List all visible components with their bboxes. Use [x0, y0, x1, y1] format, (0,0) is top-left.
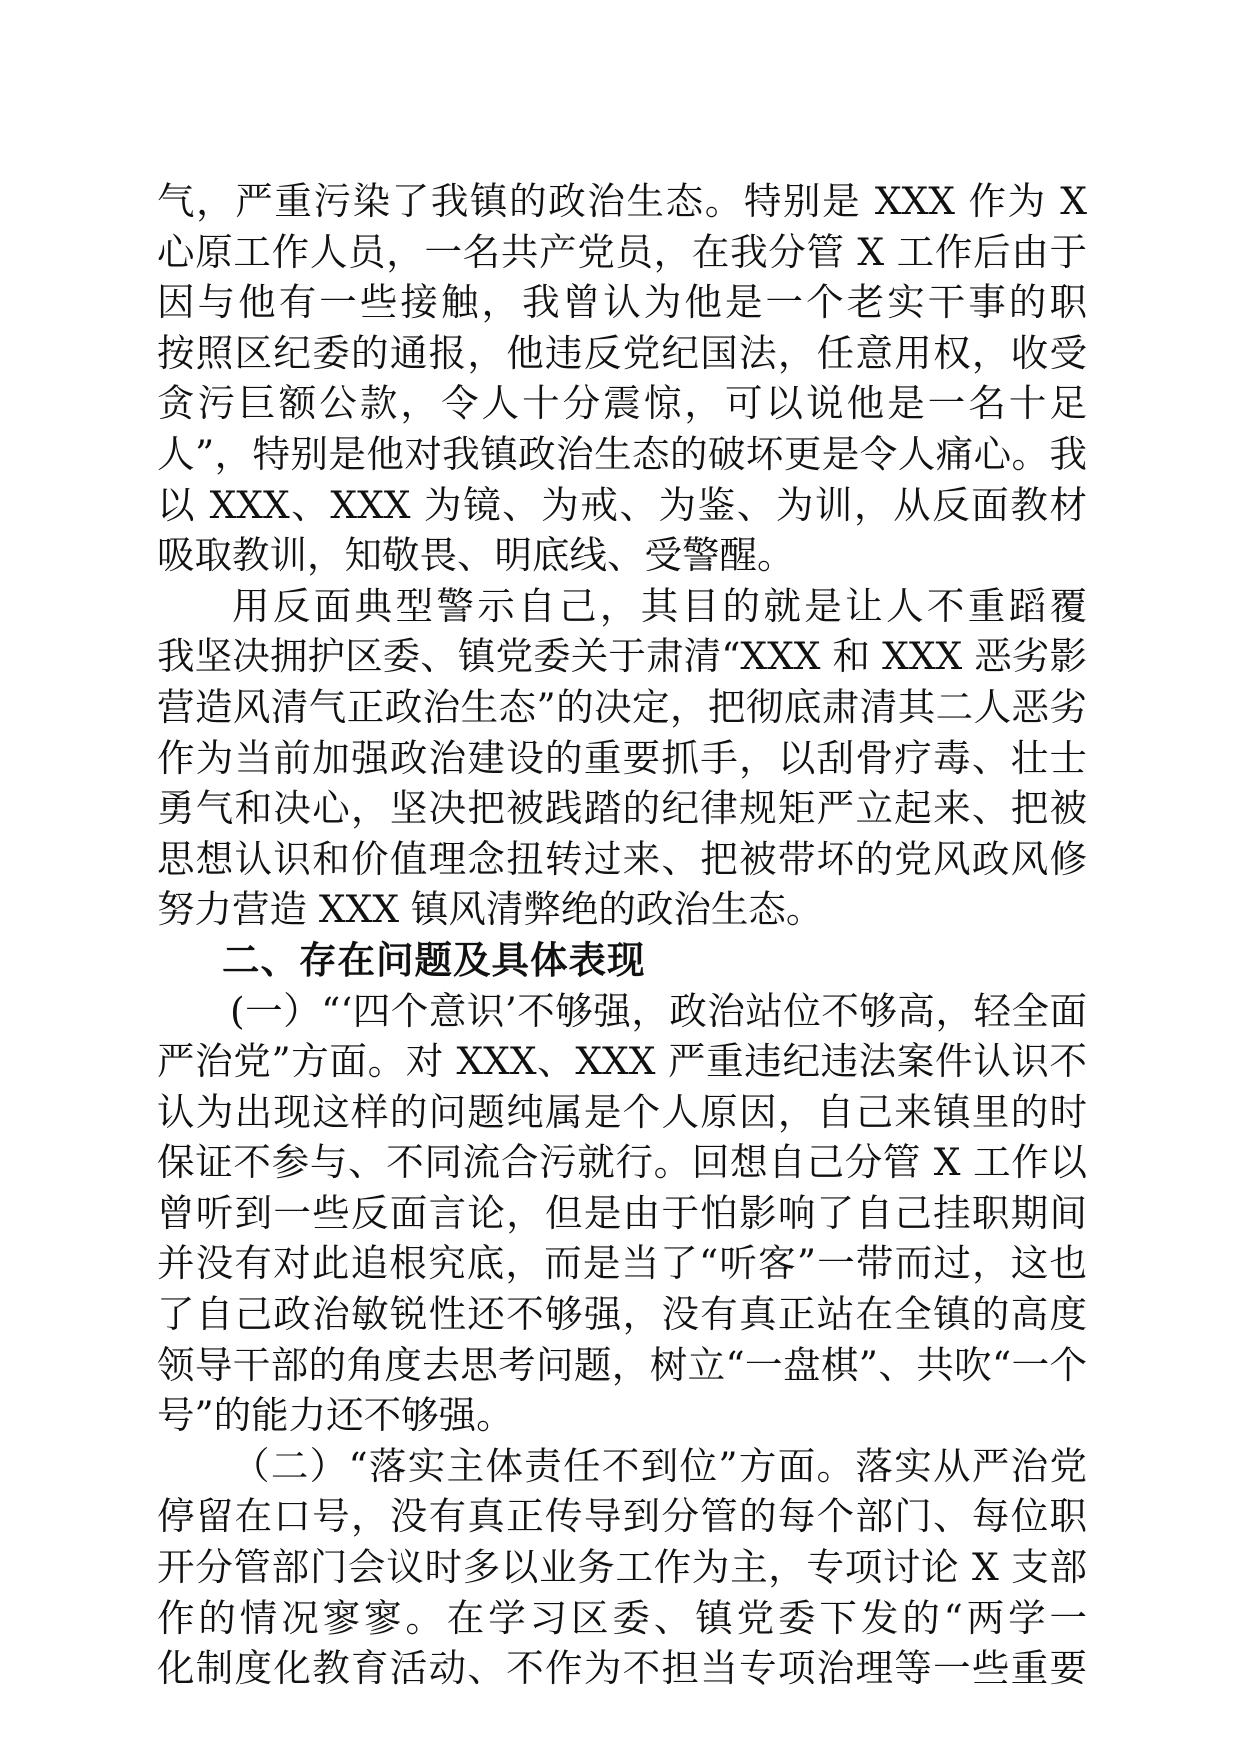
text-line: （二）“落实主体责任不到位”方面。落实从严治党 [232, 1443, 1087, 1488]
text-line: 并没有对此追根究底，而是当了“听客”一带而过，这也 [157, 1241, 1087, 1286]
text-line: 保证不参与、不同流合污就行。回想自己分管 X 工作以 [157, 1140, 1087, 1185]
text-line: 心原工作人员，一名共产党员，在我分管 X 工作后由于 [157, 229, 1087, 274]
document-body [157, 176, 1087, 1694]
text-line: 气，严重污染了我镇的政治生态。特别是 XXX 作为 X [157, 179, 1087, 223]
text-line: 号”的能力还不够强。 [157, 1393, 514, 1438]
text-line: 营造风清气正政治生态”的决定，把彻底肃清其二人恶劣 [157, 684, 1087, 729]
text-line: 思想认识和价值理念扭转过来、把被带坏的党风政风修 [157, 836, 1087, 881]
paragraph-warning-example [157, 581, 1087, 935]
section-one [157, 986, 1087, 1441]
text-line: 勇气和决心，坚决把被践踏的纪律规矩严立起来、把被 [157, 786, 1087, 831]
text-line: 认为出现这样的问题纯属是个人原因，自己来镇里的时 [157, 1089, 1087, 1134]
text-line: 领导干部的角度去思考问题，树立“一盘棋”、共吹“一个 [157, 1342, 1087, 1387]
text-line: 因与他有一些接触，我曾认为他是一个老实干事的职 [157, 280, 1087, 325]
text-line: 用反面典型警示自己，其目的就是让人不重蹈覆 [232, 583, 1087, 628]
paragraph-continuation [157, 176, 1087, 581]
text-line: 作的情况寥寥。在学习区委、镇党委下发的“两学一 [157, 1595, 1087, 1640]
text-line: 停留在口号，没有真正传导到分管的每个部门、每位职 [157, 1494, 1087, 1539]
text-line: (一）“‘四个意识’不够强，政治站位不够高，轻全面 [230, 988, 1087, 1033]
text-line: 努力营造 XXX 镇风清弊绝的政治生态。 [157, 887, 824, 932]
text-line: 吸取教训，知敬畏、明底线、受警醒。 [157, 533, 795, 578]
section-heading: 二、存在问题及具体表现 [222, 937, 646, 982]
text-line: 开分管部门会议时多以业务工作为主，专项讨论 X 支部 [157, 1545, 1087, 1590]
text-line: 作为当前加强政治建设的重要抓手，以刮骨疗毒、壮士 [157, 735, 1087, 780]
text-line: 贪污巨额公款，令人十分震惊，可以说他是一名十足 [157, 381, 1087, 426]
text-line: 曾听到一些反面言论，但是由于怕影响了自己挂职期间 [157, 1190, 1087, 1235]
text-line: 我坚决拥护区委、镇党委关于肃清“XXX 和 XXX 恶劣影 [157, 634, 1087, 679]
text-line: 按照区纪委的通报，他违反党纪国法，任意用权，收受 [157, 330, 1087, 375]
text-line: 以 XXX、XXX 为镜、为戒、为鉴、为训，从反面教材 [157, 482, 1087, 527]
text-line: 人”，特别是他对我镇政治生态的破坏更是令人痛心。我 [157, 431, 1087, 476]
text-line: 严治党”方面。对 XXX、XXX 严重违纪违法案件认识不 [157, 1039, 1087, 1084]
text-line: 了自己政治敏锐性还不够强，没有真正站在全镇的高度 [157, 1292, 1087, 1337]
section-two [157, 1441, 1087, 1694]
text-line: 化制度化教育活动、不作为不担当专项治理等一些重要 [157, 1646, 1087, 1691]
